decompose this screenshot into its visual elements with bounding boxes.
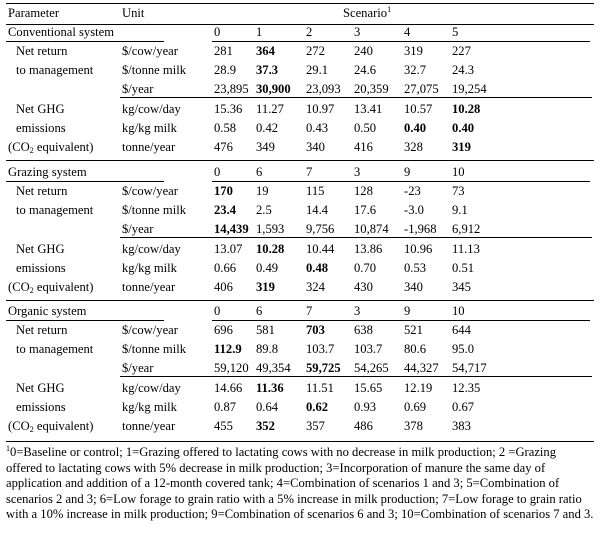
section-separator (6, 300, 594, 301)
value-cell: 10.28 (256, 241, 285, 256)
section-title: Grazing system (8, 165, 87, 179)
value-cell: 0.66 (214, 260, 237, 275)
scenario-number: 7 (306, 304, 313, 318)
row-unit: kg/kg milk (122, 120, 177, 135)
value-cell: 128 (354, 184, 373, 198)
row-parameter (16, 342, 93, 357)
row-parameter-text: Net return (16, 44, 68, 58)
section-title: Organic system (8, 304, 87, 318)
row-parameter (16, 63, 93, 78)
row-unit: $/year (122, 222, 154, 237)
value-cell: 10,874 (354, 222, 389, 237)
value-cell: 11.36 (256, 380, 284, 395)
scenario-number: 3 (354, 304, 361, 318)
subtotal-rule (120, 376, 592, 377)
value-cell: 455 (214, 419, 233, 433)
scenario-underline (212, 41, 590, 42)
row-parameter-subscript: 2 (29, 286, 34, 295)
value-cell: 12.35 (452, 380, 481, 395)
value-cell: 89.8 (256, 342, 279, 357)
row-parameter (16, 121, 66, 136)
value-cell: 19,254 (452, 82, 487, 97)
row-unit: tonne/year (122, 140, 176, 154)
value-cell: 364 (256, 44, 275, 58)
row-parameter (16, 323, 67, 338)
value-cell: 0.87 (214, 399, 237, 414)
bottom-rule (6, 441, 594, 442)
value-cell: 6,912 (452, 222, 481, 237)
value-cell: 11.27 (256, 101, 284, 116)
value-cell: 12.19 (404, 380, 433, 395)
value-cell: 240 (354, 44, 373, 58)
row-parameter (8, 280, 94, 295)
row-parameter (16, 44, 67, 59)
value-cell: 44,327 (404, 361, 439, 376)
value-cell: 416 (354, 140, 373, 154)
value-cell: 703 (306, 323, 325, 337)
value-cell: 59,725 (306, 361, 341, 376)
row-parameter (16, 203, 93, 218)
scenario-number: 10 (452, 304, 465, 318)
row-unit: $/year (122, 82, 154, 97)
value-cell: 581 (256, 323, 275, 337)
row-parameter-text: to management (16, 203, 94, 218)
row-parameter-text: Net GHG (16, 241, 65, 256)
value-cell: 24.6 (354, 63, 377, 78)
row-unit: kg/cow/day (122, 101, 181, 116)
value-cell: 23,093 (306, 82, 341, 97)
value-cell: 30,900 (256, 82, 291, 97)
value-cell: 340 (306, 140, 325, 154)
scenario-number: 0 (214, 25, 221, 39)
scenario-number: 9 (404, 304, 411, 318)
row-parameter-tail: equivalent) (33, 140, 94, 154)
row-parameter (16, 381, 65, 396)
section-title-underline (6, 320, 164, 321)
row-unit: $/tonne milk (122, 342, 187, 357)
value-cell: 0.40 (404, 120, 427, 135)
value-cell: 0.67 (452, 399, 475, 414)
value-cell: 23,895 (214, 82, 249, 97)
scenario-number: 9 (404, 165, 411, 179)
row-parameter-text: Net return (16, 184, 68, 198)
value-cell: 10.57 (404, 101, 433, 116)
value-cell: 28.9 (214, 63, 237, 78)
value-cell: 0.43 (306, 120, 329, 135)
value-cell: 112.9 (214, 342, 242, 357)
row-unit: $/cow/year (122, 323, 178, 337)
value-cell: 13.41 (354, 101, 383, 116)
value-cell: 324 (306, 280, 325, 294)
value-cell: 0.51 (452, 260, 475, 275)
value-cell: 115 (306, 184, 325, 198)
scenario-number: 0 (214, 165, 221, 179)
value-cell: 23.4 (214, 203, 237, 218)
value-cell: 272 (306, 44, 325, 58)
row-parameter-tail: equivalent) (33, 280, 94, 294)
row-unit: kg/kg milk (122, 260, 177, 275)
scenario-number: 0 (214, 304, 221, 318)
value-cell: 10.44 (306, 241, 335, 256)
scenario-number: 2 (306, 25, 313, 39)
scenario-number: 1 (256, 25, 263, 39)
scenario-number: 5 (452, 25, 459, 39)
row-unit: $/cow/year (122, 184, 178, 198)
value-cell: 430 (354, 280, 373, 294)
footnote-superscript: 1 (6, 444, 10, 453)
value-cell: -1,968 (404, 222, 437, 237)
value-cell: 0.42 (256, 120, 279, 135)
scenario-number: 6 (256, 165, 263, 179)
value-cell: 11.13 (452, 241, 480, 256)
row-parameter (8, 419, 94, 434)
value-cell: 29.1 (306, 63, 329, 78)
row-parameter-text: Net return (16, 323, 68, 337)
value-cell: 476 (214, 140, 233, 154)
row-unit: kg/cow/day (122, 241, 181, 256)
value-cell: 14.66 (214, 380, 243, 395)
value-cell: 0.58 (214, 120, 237, 135)
header-scenario (343, 6, 391, 21)
scenario-number: 10 (452, 165, 465, 179)
subtotal-rule (120, 237, 592, 238)
value-cell: 32.7 (404, 63, 427, 78)
row-parameter-text: emissions (16, 260, 66, 275)
value-cell: 352 (256, 419, 275, 433)
value-cell: 54,265 (354, 361, 389, 376)
row-unit: tonne/year (122, 419, 176, 433)
value-cell: 1,593 (256, 222, 285, 237)
value-cell: 59,120 (214, 361, 249, 376)
top-rule (6, 3, 594, 4)
footnote (6, 445, 594, 523)
section-title-underline (6, 41, 164, 42)
value-cell: 319 (404, 44, 423, 58)
row-unit: kg/cow/day (122, 380, 181, 395)
row-parameter (16, 261, 66, 276)
value-cell: 24.3 (452, 63, 475, 78)
value-cell: 15.65 (354, 380, 383, 395)
value-cell: 14,439 (214, 222, 249, 237)
value-cell: 0.49 (256, 260, 279, 275)
value-cell: 0.70 (354, 260, 377, 275)
value-cell: 0.53 (404, 260, 427, 275)
row-parameter (16, 102, 65, 117)
value-cell: -3.0 (404, 203, 424, 218)
value-cell: 638 (354, 323, 373, 337)
scenario-number: 6 (256, 304, 263, 318)
footnote-mark: 1 (387, 5, 392, 14)
value-cell: 103.7 (354, 342, 383, 357)
value-cell: 406 (214, 280, 233, 294)
value-cell: 0.62 (306, 399, 329, 414)
scenario-underline (212, 320, 590, 321)
value-cell: 319 (256, 280, 275, 294)
header-parameter: Parameter (8, 6, 60, 20)
value-cell: 17.6 (354, 203, 377, 218)
value-cell: 13.07 (214, 241, 243, 256)
row-parameter-text: emissions (16, 120, 66, 135)
scenario-number: 7 (306, 165, 313, 179)
value-cell: 521 (404, 323, 423, 337)
scenario-number: 3 (354, 25, 361, 39)
subtotal-rule (120, 97, 592, 98)
value-cell: 345 (452, 280, 471, 294)
row-parameter-text: (CO (8, 280, 30, 294)
row-parameter-text: Net GHG (16, 101, 65, 116)
footnote-text: 0=Baseline or control; 1=Grazing offered to lactating cows with no decrease in milk production; 2 =Grazing offered to lactating cows with 5% decrease in milk production; 3=Incorporation of manure the same day of application and addition of a 12-month covered tank; 4=Combination of scenarios 1 and 3; 5=Combination of scenarios 2 and 3; 6=Low forage to grain ratio with a 5% increase in milk production; 7=Low forage to grain ratio with a 10% increase in milk production; 9=Combination of scenarios 6 and 3; 10=Combination of scenarios 7 and 3. (6, 445, 594, 522)
value-cell: 27,075 (404, 82, 439, 97)
value-cell: 319 (452, 140, 471, 154)
value-cell: 73 (452, 184, 465, 198)
scenario-number: 4 (404, 25, 411, 39)
value-cell: 0.40 (452, 120, 475, 135)
value-cell: 383 (452, 419, 471, 433)
row-parameter-subscript: 2 (29, 146, 34, 155)
value-cell: 281 (214, 44, 233, 58)
value-cell: 80.6 (404, 342, 427, 357)
value-cell: 10.28 (452, 101, 481, 116)
row-parameter (8, 140, 94, 155)
row-parameter-text: (CO (8, 140, 30, 154)
section-title: Conventional system (8, 25, 114, 39)
value-cell: 9,756 (306, 222, 335, 237)
section-separator (6, 160, 594, 161)
row-unit: kg/kg milk (122, 399, 177, 414)
value-cell: 9.1 (452, 203, 468, 218)
value-cell: 0.93 (354, 399, 377, 414)
value-cell: 357 (306, 419, 325, 433)
value-cell: 103.7 (306, 342, 335, 357)
row-parameter (16, 242, 65, 257)
value-cell: 14.4 (306, 203, 329, 218)
header-unit: Unit (122, 6, 145, 20)
value-cell: 37.3 (256, 63, 279, 78)
value-cell: 170 (214, 184, 233, 198)
value-cell: 0.64 (256, 399, 279, 414)
row-parameter-subscript: 2 (29, 425, 34, 434)
value-cell: 15.36 (214, 101, 243, 116)
header-scenario-label: Scenario (343, 6, 388, 20)
row-parameter (16, 184, 67, 199)
row-parameter-text: to management (16, 342, 94, 357)
row-unit: $/tonne milk (122, 203, 187, 218)
value-cell: 349 (256, 140, 275, 154)
value-cell: 0.48 (306, 260, 329, 275)
row-parameter-text: to management (16, 63, 94, 78)
scenario-number: 3 (354, 165, 361, 179)
row-parameter-text: (CO (8, 419, 30, 433)
value-cell: 2.5 (256, 203, 272, 218)
row-unit: $/cow/year (122, 44, 178, 58)
row-parameter-tail: equivalent) (33, 419, 94, 433)
scenario-underline (212, 181, 590, 182)
row-unit: $/tonne milk (122, 63, 187, 78)
value-cell: 328 (404, 140, 423, 154)
value-cell: 340 (404, 280, 423, 294)
row-parameter-text: Net GHG (16, 380, 65, 395)
value-cell: 644 (452, 323, 471, 337)
value-cell: 227 (452, 44, 471, 58)
value-cell: 54,717 (452, 361, 487, 376)
value-cell: 13.86 (354, 241, 383, 256)
section-title-underline (6, 181, 164, 182)
value-cell: 696 (214, 323, 233, 337)
row-unit: tonne/year (122, 280, 176, 294)
value-cell: 10.96 (404, 241, 433, 256)
value-cell: 10.97 (306, 101, 335, 116)
value-cell: 486 (354, 419, 373, 433)
value-cell: 95.0 (452, 342, 475, 357)
value-cell: 20,359 (354, 82, 389, 97)
row-unit: $/year (122, 361, 154, 376)
value-cell: 0.69 (404, 399, 427, 414)
value-cell: 11.51 (306, 380, 334, 395)
row-parameter-text: emissions (16, 399, 66, 414)
value-cell: 378 (404, 419, 423, 433)
value-cell: 49,354 (256, 361, 291, 376)
value-cell: 0.50 (354, 120, 377, 135)
row-parameter (16, 400, 66, 415)
value-cell: 19 (256, 184, 269, 198)
value-cell: -23 (404, 184, 421, 198)
